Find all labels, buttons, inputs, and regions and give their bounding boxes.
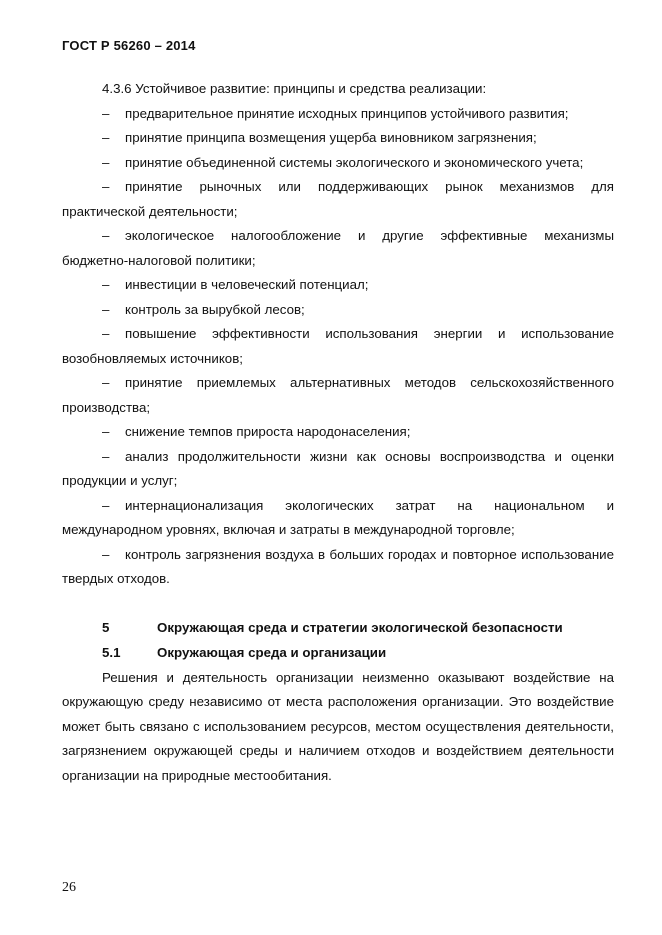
list-item-text: повышение эффективности использования энергии и использование возобновляемых источников; (62, 326, 614, 366)
list-item (62, 494, 614, 543)
spacer (62, 592, 614, 616)
list-item (62, 371, 614, 420)
section-title: Окружающая среда и стратегии экологической безопасности (157, 619, 563, 635)
list-item-text: предварительное принятие исходных принципов устойчивого развития; (125, 105, 569, 121)
dash: – (102, 154, 110, 170)
section-5-1-heading (62, 641, 614, 666)
list-item-text: принятие принципа возмещения ущерба виновником загрязнения; (125, 130, 537, 145)
list-item (62, 102, 614, 127)
list-item (62, 151, 614, 176)
dash: – (102, 105, 110, 121)
dash: – (102, 448, 110, 464)
page-number: 26 (62, 880, 76, 895)
list-item-text: снижение темпов прироста народонаселения; (125, 424, 411, 439)
list-item-text: принятие рыночных или поддерживающих рынок механизмов для практической деятельности; (62, 179, 614, 219)
dash: – (102, 130, 110, 145)
list-item (62, 126, 614, 151)
list-item (62, 273, 614, 298)
list-item-text: интернационализация экологических затрат на национальном и международном уровнях, включая и затраты в международной торговле; (62, 497, 614, 537)
list-item-text: принятие приемлемых альтернативных методов сельскохозяйственного производства; (62, 375, 614, 415)
section-title: Окружающая среда и организации (157, 644, 387, 660)
dash: – (102, 375, 110, 390)
dash: – (102, 497, 110, 513)
dash: – (102, 277, 110, 292)
page-content (62, 77, 614, 788)
list-item (62, 543, 614, 592)
list-item-text: контроль загрязнения воздуха в больших городах и повторное использование твердых отходов. (62, 546, 614, 586)
clause-4-3-6-heading: 4.3.6 Устойчивое развитие: принципы и средства реализации: (102, 81, 487, 96)
list-item (62, 445, 614, 494)
list-item (62, 420, 614, 445)
dash: – (102, 301, 110, 317)
section-number: 5.1 (102, 644, 121, 660)
list-item (62, 322, 614, 371)
dash: – (102, 424, 110, 439)
list-item-text: принятие объединенной системы экологического и экономического учета; (125, 154, 584, 170)
section-5-1-paragraph: Решения и деятельность организации неизменно оказывают воздействие на окружающую среду независимо от места расположения организации. Это воздействие может быть связано с использованием ресурсов, местом осуществления деятельности, загрязнением окружающей среды и наличием отходов и воздействием деятельности организации на природные местообитания. (62, 669, 614, 783)
list-item-text: контроль за вырубкой лесов; (125, 301, 305, 317)
list-item-text: анализ продолжительности жизни как основы воспроизводства и оценки продукции и услуг; (62, 448, 614, 488)
list-item-text: инвестиции в человеческий потенциал; (125, 277, 369, 292)
dash: – (102, 326, 110, 341)
document-header: ГОСТ Р 56260 – 2014 (62, 38, 196, 53)
dash: – (102, 546, 110, 562)
list-item (62, 298, 614, 323)
dash: – (102, 179, 110, 194)
dash: – (102, 228, 110, 243)
section-number: 5 (102, 619, 110, 635)
list-item-text: экологическое налогообложение и другие эффективные механизмы бюджетно-налоговой политики; (62, 228, 614, 268)
list-item (62, 175, 614, 224)
list-item (62, 224, 614, 273)
section-5-heading (62, 616, 614, 641)
